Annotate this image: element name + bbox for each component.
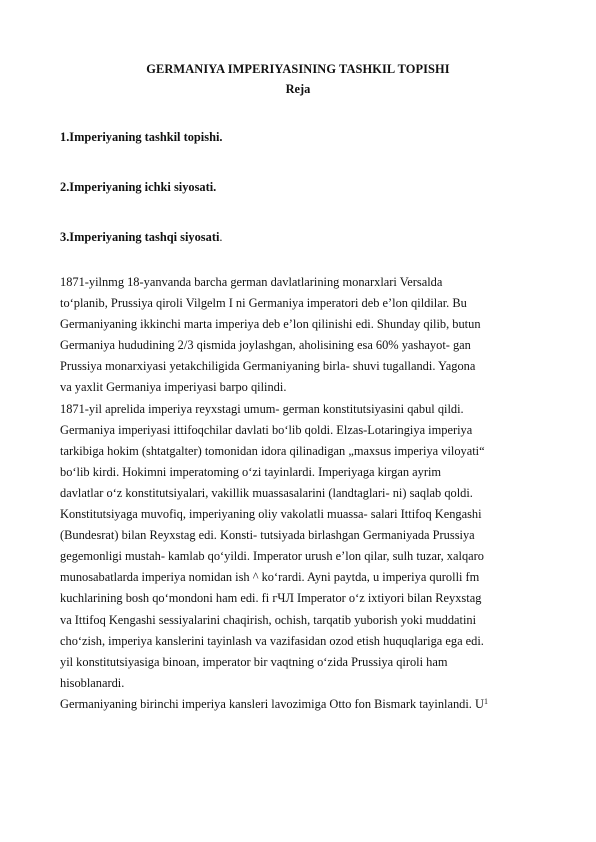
body-line: Konstitutsiyaga muvofiq, imperiyaning oliy vakolatli muassa- salari Ittifoq Kengashi — [60, 507, 482, 522]
body-line: munosabatlarda imperiya nomidan ish ^ ko‘rardi. Ayni paytda, u imperiya qurolli fm — [60, 570, 480, 585]
body-line: Germaniya imperiyasi ittifoqchilar davlati bo‘lib qoldi. Elzas-Lotaringiya imperiya — [60, 422, 473, 437]
body-text — [60, 272, 550, 715]
document-title: GERMANIYA IMPERIYASINING TASHKIL TOPISHI — [146, 62, 450, 76]
plan-item-1 — [60, 130, 223, 145]
plan-item-period: . — [219, 230, 223, 244]
plan-item-2 — [60, 180, 216, 195]
body-line: Germaniyaning birinchi imperiya kansleri lavozimiga Otto fon Bismark tayinlandi. U — [60, 696, 484, 711]
body-line: 1871-yilnmg 18-yanvanda barcha german davlatlarining monarxlari Versalda — [60, 275, 443, 289]
body-line: hisoblanardi. — [60, 675, 125, 690]
body-line: cho‘zish, imperiya kanslerini tayinlash va vazifasidan ozod etish huquqlariga ega edi. — [60, 633, 484, 648]
plan-item-text: 3.Imperiyaning tashqi siyosati — [60, 230, 220, 244]
body-line: va Ittifoq Kengashi sessiyalarini chaqirish, ochish, tarqatib yuborish yoki muddatini — [60, 612, 477, 627]
body-line: (Bundesrat) bilan Reyxstag edi. Konsti- tutsiyada birlashgan Germaniyada Prussiya — [60, 528, 475, 543]
body-line: davlatlar o‘z konstitutsiyalari, vakillik muassasalarini (landtaglari- ni) saqlab qoldi. — [60, 485, 473, 500]
body-line: kuchlarining bosh qo‘mondoni ham edi. fi гЧЛ Imperator o‘z ixtiyori bilan Reyxstag — [60, 591, 482, 606]
body-line: to‘planib, Prussiya qiroli Vilgelm I ni Germaniya imperatori deb e’lon qildilar. Bu — [60, 296, 467, 311]
body-line: tarkibiga hokim (shtatgalter) tomonidan idora qilinadigan „maxsus imperiya viloyati“ — [60, 443, 485, 458]
page-number: 1 — [484, 697, 488, 706]
plan-item-text: 2.Imperiyaning ichki siyosati. — [60, 180, 217, 194]
body-line: Germaniyaning ikkinchi marta imperiya deb e’lon qilinishi edi. Shunday qilib, butun — [60, 317, 481, 332]
plan-item-text: 1.Imperiyaning tashkil topishi. — [60, 130, 223, 144]
body-line: bo‘lib kirdi. Hokimni imperatoming o‘zi tayinlardi. Imperiyaga kirgan ayrim — [60, 464, 442, 479]
body-line: Germaniya hududining 2/3 qismida joylashgan, aholisining esa 60% yashayot- gan — [60, 338, 471, 353]
body-line: 1871-yil aprelida imperiya reyxstagi umum- german konstitutsiyasini qabul qildi. — [60, 401, 464, 416]
plan-item-3 — [60, 230, 223, 245]
body-line: yil konstitutsiyasiga binoan, imperator bir vaqtning o‘zida Prussiya qiroli ham — [60, 654, 448, 669]
body-line: gegemonligi mustah- kamlab qo‘yildi. Imperator urush e’lon qilar, sulh tuzar, xalqaro — [60, 549, 484, 564]
body-line: va yaxlit Germaniya imperiyasi barpo qilindi. — [60, 380, 287, 395]
plan-heading: Reja — [285, 82, 311, 96]
body-line: Prussiya monarxiyasi yetakchiligida Germaniyaning birla- shuvi tugallandi. Yagona — [60, 359, 476, 374]
